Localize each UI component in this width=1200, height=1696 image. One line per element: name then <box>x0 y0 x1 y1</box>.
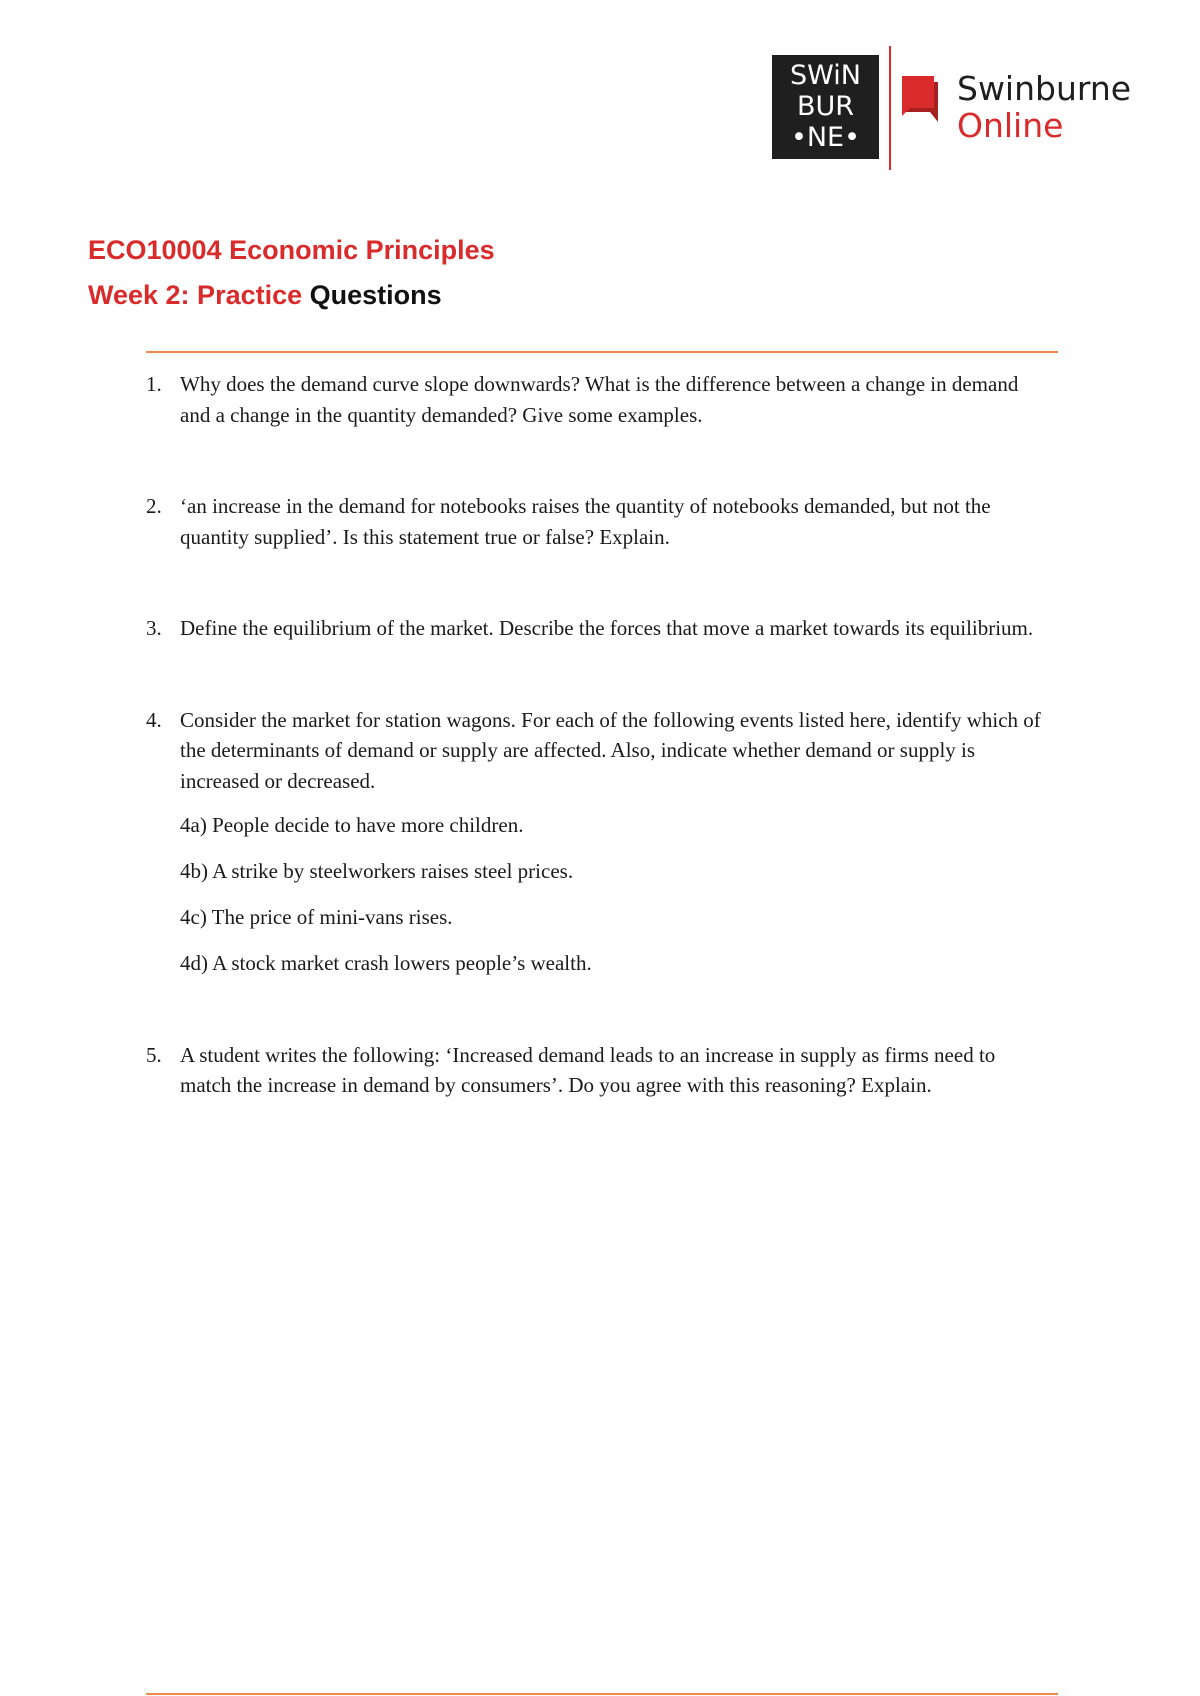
logo-divider <box>889 46 891 170</box>
question-item <box>146 613 1066 644</box>
question-text: Consider the market for station wagons. For each of the following events listed here, identify which of the determinants of demand or supply are affected. Also, indicate whether demand or supply is increased or decreased. <box>180 707 1041 793</box>
logo-line-2: BUR <box>796 91 855 122</box>
question-item <box>146 369 1066 430</box>
footer-divider <box>146 1693 1058 1695</box>
sub-question: 4a) People decide to have more children. <box>180 813 524 837</box>
question-number: 3. <box>146 616 162 640</box>
question-text: Define the equilibrium of the market. Describe the forces that move a market towards its equilibrium. <box>180 616 1034 640</box>
header-divider <box>146 351 1058 353</box>
sub-question: 4b) A strike by steelworkers raises steel prices. <box>180 859 574 883</box>
sub-question: 4c) The price of mini-vans rises. <box>180 905 453 929</box>
question-number: 1. <box>146 372 162 396</box>
question-list <box>146 369 1066 1101</box>
logo-line-1: SWiN <box>790 60 861 91</box>
question-number: 2. <box>146 494 162 518</box>
sub-question: 4d) A stock market crash lowers people’s wealth. <box>180 951 592 975</box>
question-text: Why does the demand curve slope downwards? What is the difference between a change in demand and a change in the quantity demanded? Give some examples. <box>180 372 1019 427</box>
question-number: 5. <box>146 1042 162 1067</box>
course-title: ECO10004 Economic Principles <box>88 235 495 265</box>
swinburne-online-wordmark <box>957 70 1131 144</box>
question-number: 4. <box>146 707 162 732</box>
question-item <box>146 491 1066 552</box>
question-text: ‘an increase in the demand for notebooks raises the quantity of notebooks demanded, but not the quantity supplied’. Is this statement true or false? Explain. <box>180 494 991 549</box>
logo-line-3: •NE• <box>790 122 861 153</box>
brand-name: Swinburne <box>957 69 1132 108</box>
question-item <box>146 1040 1066 1101</box>
question-item <box>146 705 1066 979</box>
brand-online: Online <box>957 106 1064 145</box>
sub-question-list <box>180 810 1066 979</box>
swinburne-logo <box>772 55 879 159</box>
question-text: A student writes the following: ‘Increased demand leads to an increase in supply as firms need to match the increase in demand by consumers’. Do you agree with this reasoning? Explain. <box>180 1042 996 1097</box>
week-suffix: Questions <box>309 280 442 310</box>
speech-bubble-icon <box>900 72 944 124</box>
week-label: Week 2: Practice <box>88 280 303 310</box>
week-title <box>88 280 442 311</box>
